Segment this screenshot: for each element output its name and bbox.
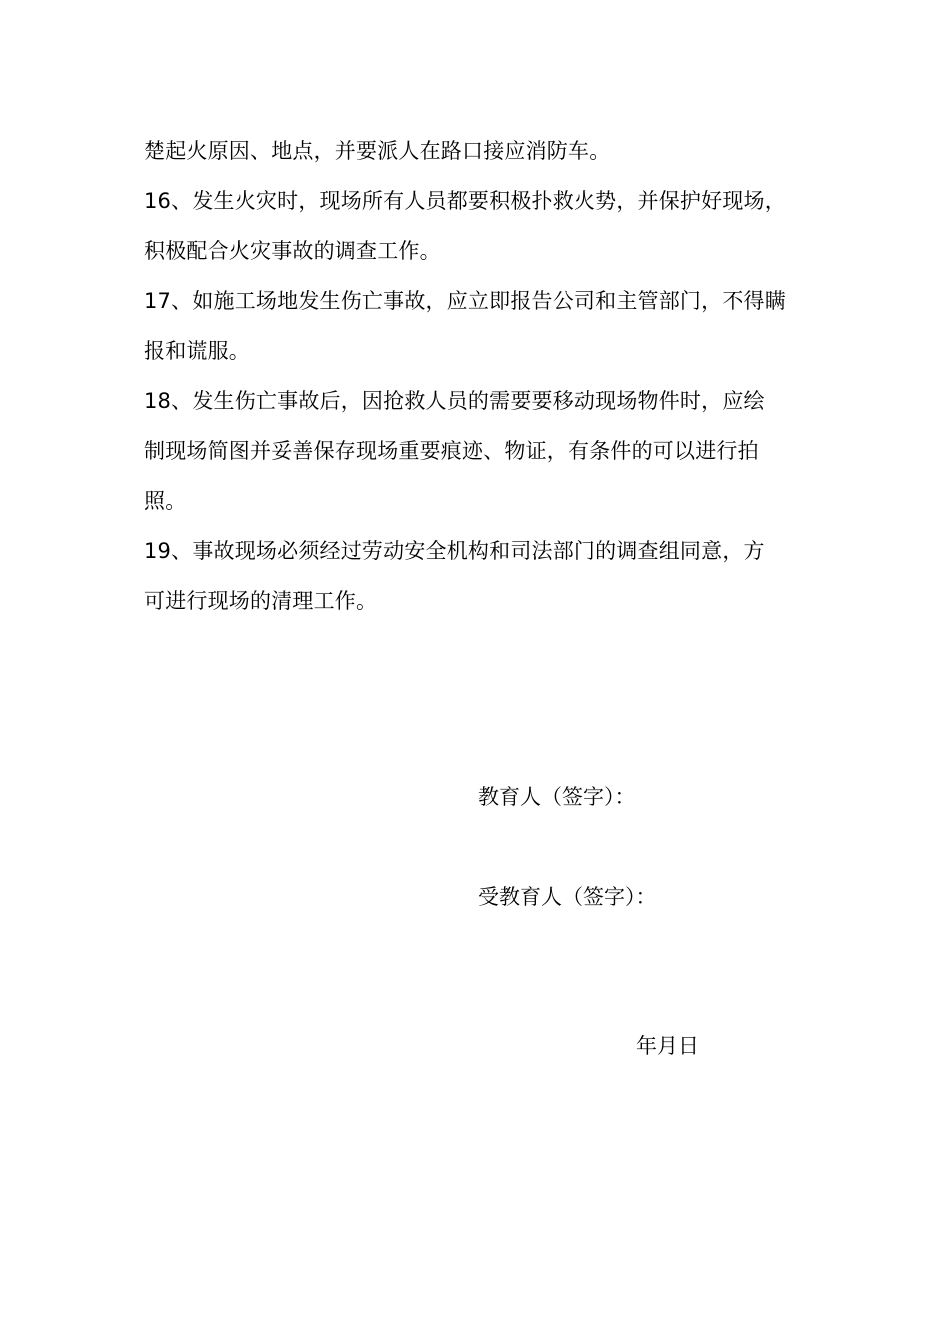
trainee-signature-label: 受教育人（签字）： (478, 885, 657, 909)
date-label: 年月日 (636, 1034, 699, 1058)
text-line: 楚起火原因、地点，并要派人在路口接应消防车。 (144, 139, 611, 163)
text-line: 16、发生火灾时，现场所有人员都要积极扑救火势，并保护好现场， (144, 189, 786, 213)
text-line: 17、如施工场地发生伤亡事故，应立即报告公司和主管部门，不得瞒 (144, 289, 786, 313)
text-line: 可进行现场的清理工作。 (144, 589, 378, 613)
educator-signature-label: 教育人（签字）： (478, 785, 636, 809)
document-body (144, 126, 824, 626)
text-line: 18、发生伤亡事故后，因抢救人员的需要要移动现场物件时，应绘 (144, 389, 765, 413)
text-line: 照。 (144, 489, 187, 513)
text-line: 制现场简图并妥善保存现场重要痕迹、物证，有条件的可以进行拍 (144, 439, 759, 463)
text-line: 积极配合火灾事故的调查工作。 (144, 239, 441, 263)
text-line: 19、事故现场必须经过劳动安全机构和司法部门的调查组同意，方 (144, 539, 765, 563)
text-line: 报和谎服。 (144, 339, 250, 363)
